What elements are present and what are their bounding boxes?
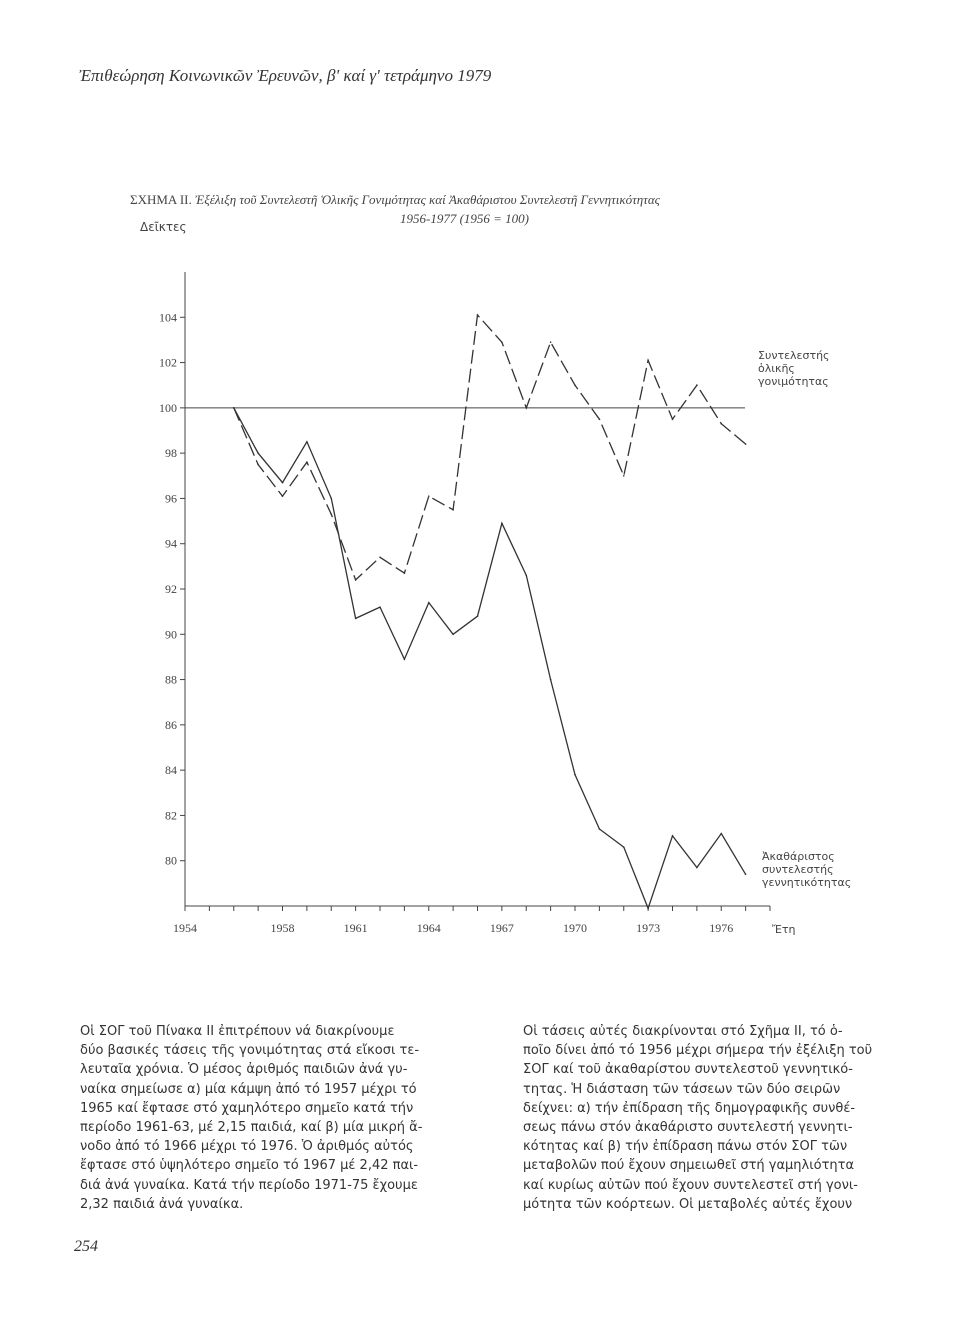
x-tick-label: 1958 bbox=[270, 921, 295, 935]
text-line: καί κυρίως αὐτῶν πού ἔχουν συντελεστεῖ στή γονι- bbox=[523, 1177, 858, 1193]
y-tick-label: 82 bbox=[165, 808, 177, 823]
x-tick-label: 1976 bbox=[709, 921, 734, 935]
x-axis-label: Ἔτη bbox=[772, 923, 796, 936]
tfr-series-label: Συντελεστής bbox=[758, 349, 830, 362]
text-line: μεταβολῶν πού ἔχουν σημειωθεῖ στή γαμηλιότητα bbox=[523, 1158, 855, 1174]
cbr-data-point bbox=[233, 407, 235, 409]
tfr-data-point bbox=[379, 557, 381, 559]
tfr-series-label: γονιμότητας bbox=[758, 375, 829, 388]
cbr-data-point bbox=[672, 835, 674, 837]
text-line: ναίκα σημείωσε α) μία κάμψη ἀπό τό 1957 μέχρι τό bbox=[80, 1081, 417, 1097]
cbr-data-point bbox=[574, 774, 576, 776]
y-tick-label: 80 bbox=[165, 853, 177, 868]
x-tick-label: 1954 bbox=[173, 921, 197, 935]
tfr-series-line bbox=[234, 315, 746, 580]
tfr-data-point bbox=[306, 461, 308, 463]
text-line: ἔφτασε στό ὑψηλότερο σημεῖο τό 1967 μέ 2,42 παι- bbox=[80, 1158, 419, 1174]
tfr-data-point bbox=[745, 443, 747, 445]
y-tick-label: 92 bbox=[165, 582, 177, 596]
y-tick-label: 98 bbox=[165, 446, 177, 461]
tfr-series-label: ὁλικῆς bbox=[758, 362, 795, 375]
y-tick-label: 84 bbox=[165, 763, 177, 778]
cbr-data-point bbox=[404, 658, 406, 660]
x-tick-label: 1961 bbox=[343, 921, 368, 935]
y-tick-label: 100 bbox=[159, 400, 177, 415]
cbr-data-point bbox=[282, 482, 284, 484]
text-line: 2,32 παιδιά ἀνά γυναίκα. bbox=[80, 1196, 244, 1212]
x-tick-label: 1967 bbox=[489, 921, 514, 935]
body-text-right bbox=[523, 1022, 903, 1214]
tfr-data-point bbox=[282, 495, 284, 497]
tfr-data-point bbox=[428, 495, 430, 497]
y-tick-label: 104 bbox=[159, 310, 177, 325]
text-line: λευταῖα χρόνια. Ὁ μέσος ἀριθμός παιδιῶν ἀνά γυ- bbox=[80, 1062, 408, 1078]
cbr-data-point bbox=[452, 633, 454, 635]
tfr-data-point bbox=[452, 509, 454, 511]
cbr-data-point bbox=[720, 833, 722, 835]
cbr-data-point bbox=[330, 498, 332, 500]
tfr-data-point bbox=[257, 464, 259, 466]
cbr-data-point bbox=[623, 846, 625, 848]
cbr-series-label: γεννητικότητας bbox=[762, 876, 852, 889]
y-axis-label: Δεῖκτες bbox=[140, 220, 187, 234]
text-line: 1965 καί ἔφτασε στό χαμηλότερο σημεῖο κατά τήν bbox=[80, 1100, 414, 1116]
text-line: ΣΟΓ καί τοῦ ἀκαθαρίστου συντελεστοῦ γεννητικό- bbox=[523, 1062, 853, 1078]
tfr-data-point bbox=[501, 341, 503, 343]
cbr-data-point bbox=[477, 615, 479, 617]
tfr-data-point bbox=[696, 384, 698, 386]
x-tick-label: 1973 bbox=[636, 921, 661, 935]
journal-header: Ἐπιθεώρηση Κοινωνικῶν Ἐρευνῶν, β' καί γ' τετράμηνο 1979 bbox=[79, 66, 492, 85]
y-tick-label: 88 bbox=[165, 672, 177, 687]
tfr-data-point bbox=[574, 384, 576, 386]
cbr-data-point bbox=[647, 907, 649, 909]
cbr-data-point bbox=[306, 441, 308, 443]
text-line: τητας. Ἡ διάσταση τῶν τάσεων τῶν δύο σειρῶν bbox=[523, 1081, 841, 1097]
tfr-data-point bbox=[623, 475, 625, 477]
text-line: νοδο ἀπό τό 1966 μέχρι τό 1976. Ὁ ἀριθμός αὐτός bbox=[80, 1139, 414, 1155]
tfr-data-point bbox=[599, 418, 601, 420]
text-line: Οἱ τάσεις αὐτές διακρίνονται στό Σχῆμα ΙΙ, τό ὁ- bbox=[523, 1024, 843, 1039]
text-line: μότητα τῶν κοόρτεων. Οἱ μεταβολές αὐτές ἔχουν bbox=[523, 1196, 853, 1212]
cbr-data-point bbox=[599, 828, 601, 830]
y-tick-label: 96 bbox=[165, 491, 177, 506]
tfr-data-point bbox=[672, 418, 674, 420]
text-line: δύο βασικές τάσεις τῆς γονιμότητας στά εἴκοσι τε- bbox=[80, 1043, 420, 1059]
tfr-data-point bbox=[355, 579, 357, 581]
text-line: διά ἀνά γυναίκα. Κατά τήν περίοδο 1971-75 ἔχουμε bbox=[80, 1177, 418, 1193]
text-line: περίοδο 1961-63, μέ 2,15 παιδιά, καί β) μία μικρή ἄ- bbox=[80, 1120, 423, 1136]
text-line: δείχνει: α) τήν ἐπίδραση τῆς δημογραφικῆς συνθέ- bbox=[523, 1100, 856, 1116]
tfr-data-point bbox=[330, 513, 332, 515]
text-line: ποῖο δίνει ἀπό τό 1956 μέχρι σήμερα τήν ἐξέλιξη τοῦ bbox=[523, 1043, 873, 1059]
x-tick-label: 1964 bbox=[416, 921, 441, 935]
series-labels bbox=[758, 349, 851, 889]
figure-subtitle: 1956-1977 (1956 = 100) bbox=[400, 211, 530, 226]
cbr-series-line bbox=[234, 408, 746, 908]
cbr-series-label: Ἀκαθάριστος bbox=[762, 850, 835, 863]
cbr-data-point bbox=[550, 679, 552, 681]
y-tick-label: 102 bbox=[159, 355, 177, 370]
cbr-data-point bbox=[745, 874, 747, 876]
cbr-data-point bbox=[379, 606, 381, 608]
axes bbox=[159, 272, 796, 936]
series-lines bbox=[233, 314, 746, 909]
tfr-data-point bbox=[550, 341, 552, 343]
tfr-data-point bbox=[404, 572, 406, 574]
y-tick-label: 94 bbox=[165, 536, 177, 551]
text-line: κότητας καί β) τήν ἐπίδραση πάνω στόν ΣΟΓ τῶν bbox=[523, 1139, 848, 1155]
tfr-data-point bbox=[477, 314, 479, 316]
cbr-data-point bbox=[355, 618, 357, 620]
body-text-left bbox=[80, 1022, 460, 1214]
cbr-data-point bbox=[696, 867, 698, 869]
y-tick-label: 86 bbox=[165, 717, 177, 732]
figure-title: Ἐξέλιξη τοῦ Συντελεστῆ Ὁλικῆς Γονιμότητας καί Ἀκαθάριστου Συντελεστῆ Γεννητικότητας bbox=[194, 192, 660, 207]
cbr-data-point bbox=[428, 602, 430, 604]
page-number: 254 bbox=[74, 1238, 98, 1255]
tfr-data-point bbox=[525, 407, 527, 409]
text-line: σεως πάνω στόν ἀκαθάριστο συντελεστή γεννητι- bbox=[523, 1120, 853, 1136]
cbr-series-label: συντελεστής bbox=[762, 863, 834, 876]
tfr-data-point bbox=[720, 423, 722, 425]
cbr-data-point bbox=[501, 523, 503, 525]
cbr-data-point bbox=[525, 575, 527, 577]
figure-label: ΣΧΗΜΑ ΙΙ. bbox=[130, 192, 192, 207]
cbr-data-point bbox=[257, 452, 259, 454]
tfr-data-point bbox=[647, 360, 649, 362]
x-tick-label: 1970 bbox=[563, 921, 587, 935]
text-line: Οἱ ΣΟΓ τοῦ Πίνακα ΙΙ ἐπιτρέπουν νά διακρίνουμε bbox=[80, 1024, 395, 1039]
y-tick-label: 90 bbox=[165, 627, 177, 642]
